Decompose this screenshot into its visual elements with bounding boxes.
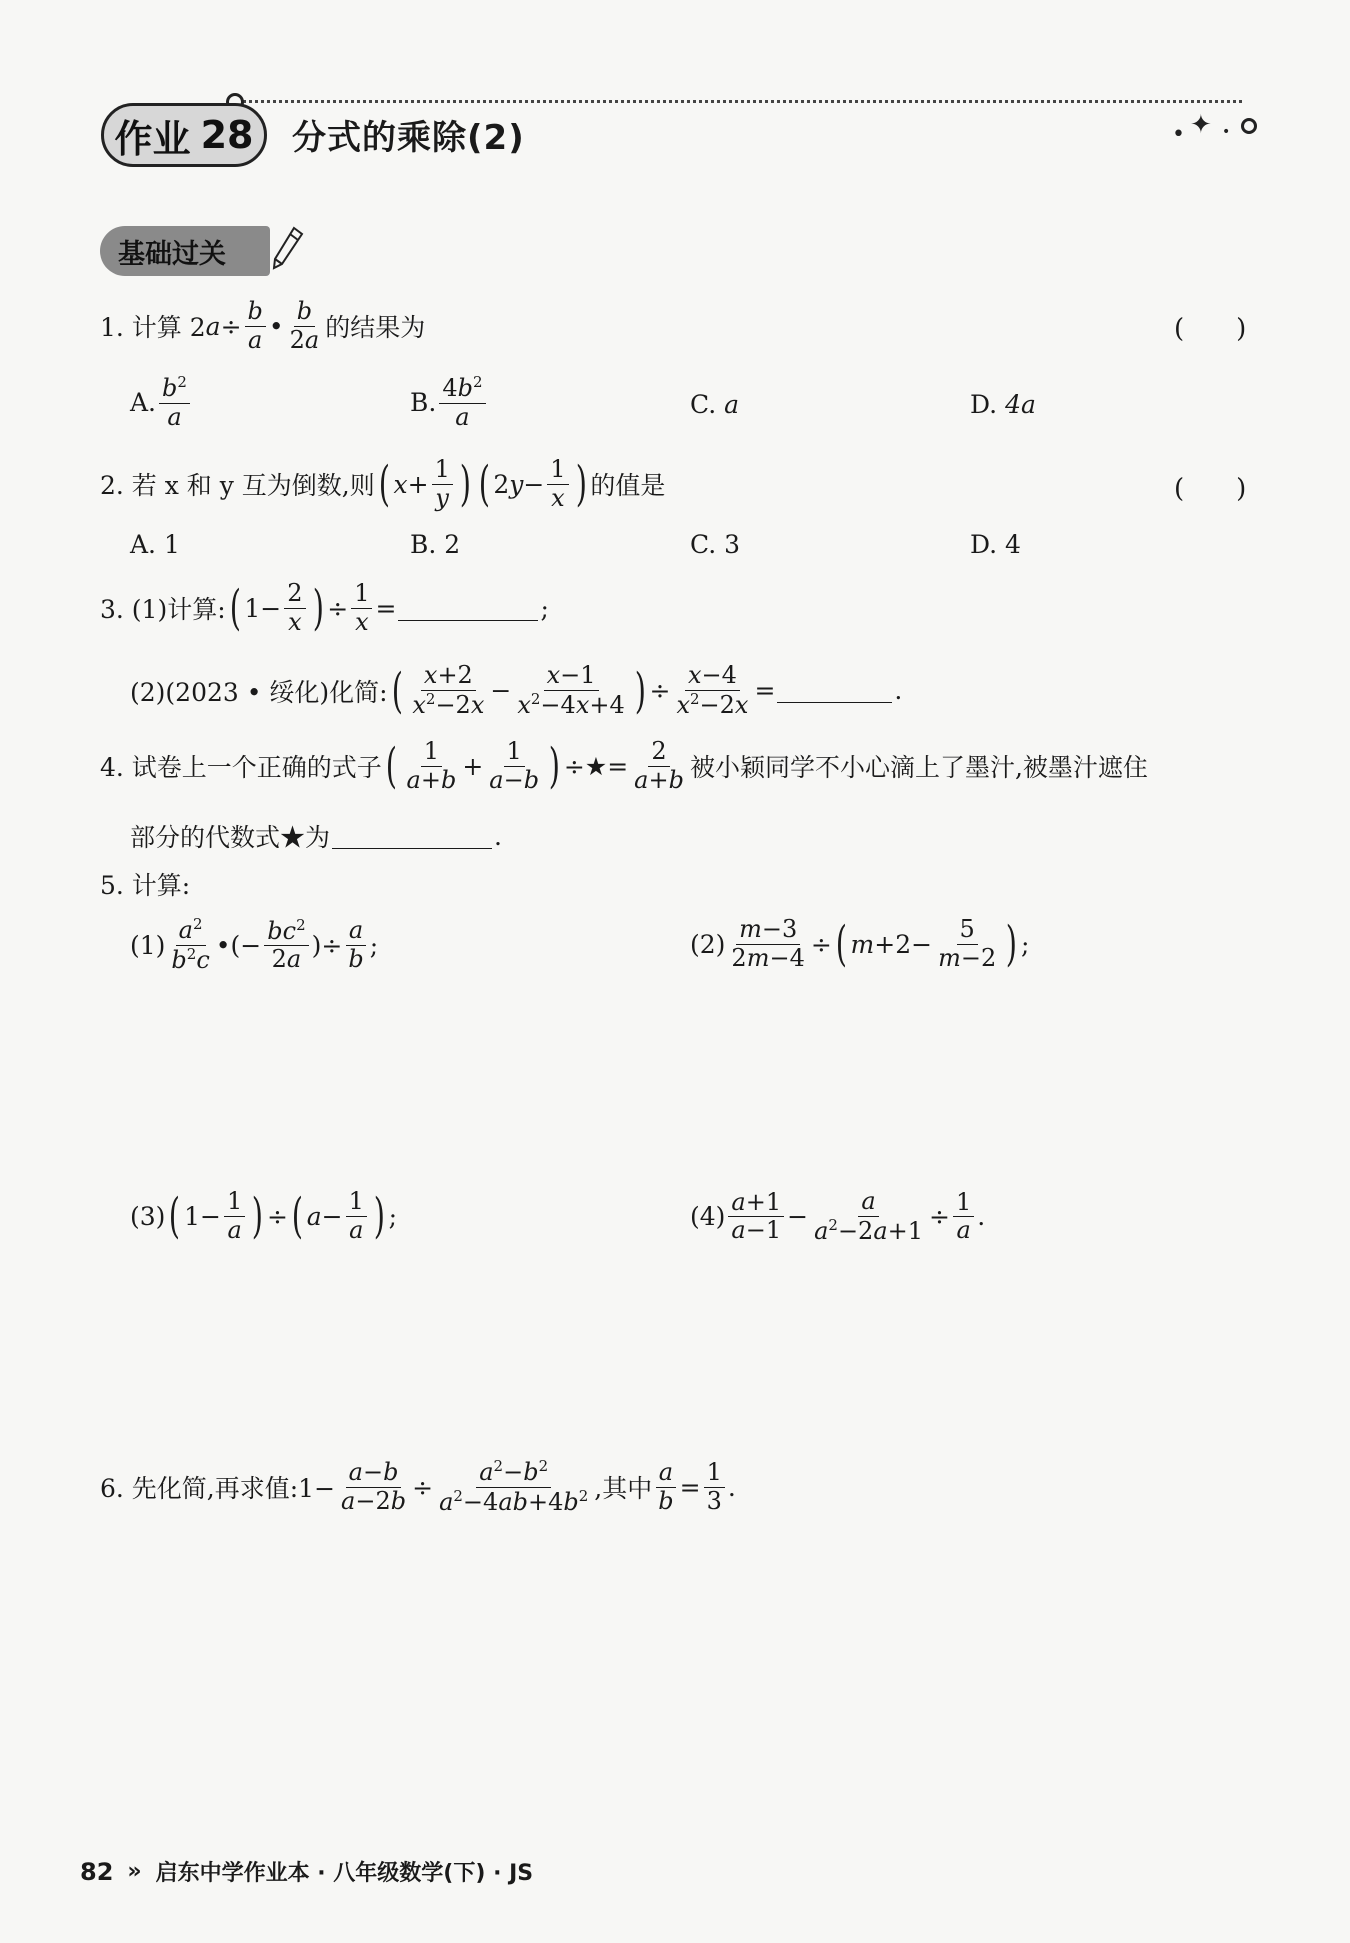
decor-small-dot-icon: • (1222, 124, 1231, 140)
rule-end-circle (1241, 118, 1257, 134)
question-5: 5. 计算: (100, 871, 191, 900)
header-dotted-rule (232, 100, 1242, 105)
q2-option-b: B. 2 (410, 530, 461, 559)
q1-option-a: A. $\frac{b^2}{a}$ (130, 374, 193, 431)
homework-badge-number: 28 (200, 113, 254, 157)
question-4: 4. 试卷上一个正确的式子 ( $\frac{1}{a+b}$ + $\frac{1}{a-b}$ ) ÷★= $\frac{2}{a+b}$ 被小颖同学不小心滴上了墨汁,被墨汁遮住 (100, 737, 1148, 795)
q5-part-4: (4) $\frac{a+1}{a-1}$ − $\frac{a}{a^2-2a+1}$ ÷ $\frac{1}{a}$ . (690, 1187, 986, 1245)
question-2: 2. 若 x 和 y 互为倒数,则 ( x + $\frac{1}{y}$ ) ( 2y− $\frac{1}{x}$ ) 的值是 (100, 455, 666, 513)
q3-2-answer-blank[interactable] (777, 678, 892, 703)
question-6: 6. 先化简,再求值:1− $\frac{a-b}{a-2b}$ ÷ $\frac{a^2-b^2}{a^2-4ab+4b^2}$ ,其中 $\frac{a}{b}$ = $\frac{1}{3}$ . (100, 1457, 736, 1516)
q1-stem-end: 的结果为 (325, 313, 426, 343)
q1-frac-b-over-2a: $\frac{b}{2a}$ (289, 297, 320, 354)
q1-option-d: D. 4a (970, 390, 1036, 419)
lesson-title: 分式的乘除(2) (292, 118, 525, 158)
q3-1-answer-blank[interactable] (398, 596, 538, 621)
book-title: 启东中学作业本 · 八年级数学(下) · JS (155, 1861, 534, 1886)
homework-badge-word: 作业 (114, 116, 191, 161)
q5-part-1: (1) $\frac{a^2}{b^2c}$ •(− $\frac{bc^2}{2a}$ )÷ $\frac{a}{b}$ ; (130, 915, 379, 974)
q5-part-2: (2) $\frac{m-3}{2m-4}$ ÷ ( m+2− $\frac{5}{m-2}$ ) ; (690, 915, 1030, 973)
q1-stem: 1. 计算 2 (100, 313, 206, 343)
decor-dot-icon: • (1172, 122, 1185, 147)
q2-stem-end: 的值是 (590, 471, 666, 501)
q2-stem: 2. 若 x 和 y 互为倒数,则 (100, 471, 375, 501)
section-tag-basics: 基础过关 (100, 226, 270, 276)
page-number: 82 (80, 1857, 114, 1886)
q4-answer-blank[interactable] (332, 824, 492, 849)
decor-sparkle-icon: ✦ (1190, 110, 1212, 140)
question-4-line-2: 部分的代数式★为 . (130, 821, 502, 852)
q1-option-b: B. $\frac{4b^2}{a}$ (410, 374, 489, 431)
q2-option-d: D. 4 (970, 530, 1021, 559)
double-chevron-icon: » (127, 1859, 142, 1884)
q2-option-c: C. 3 (690, 530, 741, 559)
q5-part-3: (3) ( 1− $\frac{1}{a}$ ) ÷ ( a− $\frac{1}{a}$ ) ; (130, 1187, 398, 1245)
q1-frac-b-over-a: $\frac{b}{a}$ (245, 298, 266, 354)
q2-answer-bracket: ( ) (1174, 474, 1247, 504)
q1-answer-bracket: ( ) (1174, 314, 1247, 344)
pencil-icon (270, 226, 304, 272)
q1-option-c: C. a (690, 390, 740, 419)
homework-badge (101, 103, 267, 167)
question-3-part-1: 3. (1)计算: ( 1− $\frac{2}{x}$ ) ÷ $\frac{1}{x}$ = ; (100, 579, 549, 637)
question-1: 1. 计算 2 a ÷ $\frac{b}{a}$ • $\frac{b}{2a}$ 的结果为 (100, 297, 426, 354)
page-footer (80, 1856, 533, 1887)
question-3-part-2: (2)(2023 • 绥化)化简: ( $\frac{x+2}{x^2-2x}$ − $\frac{x-1}{x^2-4x+4}$ ) ÷ $\frac{x-4}{x^2-2x}$ = . (130, 661, 903, 719)
q2-option-a: A. 1 (130, 530, 180, 559)
